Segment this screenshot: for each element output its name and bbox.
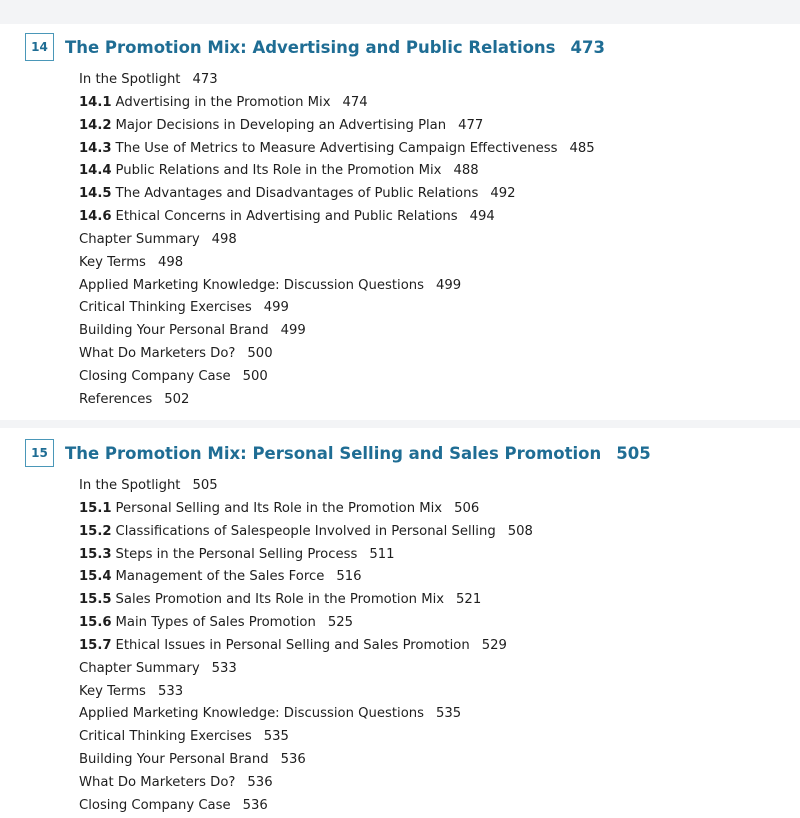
chapter-heading[interactable]: [25, 33, 605, 61]
section-number: 14.5: [79, 186, 112, 202]
section-number: 14.1: [79, 94, 112, 110]
entry-page-number: 500: [242, 368, 268, 384]
toc-entry[interactable]: [79, 589, 533, 612]
entry-page-number: 535: [436, 706, 462, 722]
chapter-title: The Promotion Mix: Advertising and Public Relations: [65, 37, 556, 57]
chapter-entry-list: [79, 69, 595, 412]
entry-page-number: 533: [157, 683, 184, 699]
chapter-heading[interactable]: [25, 439, 651, 467]
entry-title: The Use of Metrics to Measure Advertising Campaign Effectiveness: [115, 140, 558, 156]
toc-entry[interactable]: [79, 206, 595, 229]
entry-title: Closing Company Case: [79, 368, 231, 384]
chapter-page-number: 505: [616, 443, 651, 463]
toc-entry[interactable]: [79, 69, 595, 92]
entry-page-number: 505: [192, 478, 218, 493]
entry-title: Chapter Summary: [79, 231, 200, 247]
entry-page-number: 516: [336, 569, 362, 585]
entry-title: Building Your Personal Brand: [79, 323, 269, 339]
toc-entry[interactable]: [79, 612, 533, 635]
entry-title: Key Terms: [79, 683, 146, 699]
toc-entry[interactable]: [79, 475, 533, 498]
chapter-entry-list: [79, 475, 533, 818]
toc-entry[interactable]: [79, 343, 595, 366]
toc-entry[interactable]: [79, 252, 595, 275]
entry-page-number: 499: [280, 323, 306, 339]
entry-title: Public Relations and Its Role in the Promotion Mix: [115, 163, 442, 179]
toc-entry[interactable]: [79, 521, 533, 544]
entry-title: What Do Marketers Do?: [79, 346, 236, 362]
entry-title: Applied Marketing Knowledge: Discussion Questions: [79, 706, 424, 722]
entry-page-number: 511: [369, 546, 395, 562]
entry-page-number: 533: [211, 660, 237, 676]
entry-page-number: 473: [192, 72, 218, 87]
entry-page-number: 498: [157, 254, 184, 270]
toc-entry[interactable]: [79, 772, 533, 795]
entry-title: Main Types of Sales Promotion: [115, 615, 316, 631]
entry-title: Personal Selling and Its Role in the Promotion Mix: [115, 500, 443, 516]
entry-page-number: 525: [327, 615, 354, 631]
entry-page-number: 485: [569, 140, 595, 156]
toc-entry[interactable]: [79, 498, 533, 521]
entry-page-number: 529: [481, 637, 507, 653]
entry-page-number: 535: [263, 729, 289, 745]
toc-entry[interactable]: [79, 726, 533, 749]
entry-title: Ethical Issues in Personal Selling and Sales Promotion: [115, 637, 470, 653]
entry-page-number: 474: [342, 94, 368, 110]
entry-page-number: 488: [453, 163, 479, 179]
entry-page-number: 536: [280, 752, 306, 768]
toc-entry[interactable]: [79, 138, 595, 161]
chapter-number-box: 15: [25, 439, 54, 467]
section-number: 15.3: [79, 546, 112, 562]
toc-entry[interactable]: [79, 92, 595, 115]
entry-title: Major Decisions in Developing an Advertising Plan: [115, 117, 447, 133]
section-number: 15.6: [79, 615, 112, 631]
toc-entry[interactable]: [79, 544, 533, 567]
section-number: 15.5: [79, 592, 112, 608]
section-divider-band: [0, 420, 800, 428]
entry-title: Management of the Sales Force: [115, 569, 325, 585]
entry-page-number: 499: [436, 277, 462, 293]
entry-page-number: 508: [507, 523, 533, 539]
section-number: 15.4: [79, 569, 112, 585]
toc-entry[interactable]: [79, 183, 595, 206]
entry-page-number: 500: [247, 346, 273, 362]
toc-entry[interactable]: [79, 115, 595, 138]
entry-title: Critical Thinking Exercises: [79, 729, 252, 745]
entry-title: Classifications of Salespeople Involved in Personal Selling: [115, 523, 496, 539]
entry-page-number: 521: [456, 592, 482, 608]
toc-entry[interactable]: [79, 703, 533, 726]
entry-title: The Advantages and Disadvantages of Public Relations: [115, 186, 479, 202]
entry-title: Ethical Concerns in Advertising and Public Relations: [115, 209, 458, 225]
toc-entry[interactable]: [79, 366, 595, 389]
toc-entry[interactable]: [79, 658, 533, 681]
entry-title: Steps in the Personal Selling Process: [115, 546, 358, 562]
toc-entry[interactable]: [79, 681, 533, 704]
toc-entry[interactable]: [79, 566, 533, 589]
entry-title: In the Spotlight: [79, 478, 181, 493]
toc-entry[interactable]: [79, 275, 595, 298]
entry-page-number: 494: [469, 209, 495, 225]
entry-title: Applied Marketing Knowledge: Discussion Questions: [79, 277, 424, 293]
entry-title: Building Your Personal Brand: [79, 752, 269, 768]
toc-entry[interactable]: [79, 635, 533, 658]
entry-title: Closing Company Case: [79, 797, 231, 813]
chapter-page-number: 473: [570, 37, 605, 57]
entry-page-number: 499: [263, 300, 289, 316]
entry-title: References: [79, 391, 153, 407]
toc-entry[interactable]: [79, 229, 595, 252]
entry-title: Advertising in the Promotion Mix: [115, 94, 331, 110]
chapter-number-box: 14: [25, 33, 54, 61]
entry-page-number: 492: [490, 186, 516, 202]
section-number: 14.4: [79, 163, 112, 179]
toc-entry[interactable]: [79, 297, 595, 320]
entry-page-number: 536: [247, 774, 273, 790]
toc-entry[interactable]: [79, 320, 595, 343]
entry-page-number: 502: [164, 391, 190, 407]
entry-title: Chapter Summary: [79, 660, 200, 676]
entry-page-number: 498: [211, 231, 237, 247]
top-divider-band: [0, 0, 800, 24]
toc-entry[interactable]: [79, 389, 595, 412]
section-number: 14.3: [79, 140, 112, 156]
section-number: 15.2: [79, 523, 112, 539]
section-number: 15.1: [79, 500, 112, 516]
section-number: 14.6: [79, 209, 112, 225]
entry-title: Critical Thinking Exercises: [79, 300, 252, 316]
entry-title: What Do Marketers Do?: [79, 774, 236, 790]
entry-page-number: 506: [454, 500, 480, 516]
entry-page-number: 477: [458, 117, 484, 133]
section-number: 15.7: [79, 637, 112, 653]
entry-title: Sales Promotion and Its Role in the Promotion Mix: [115, 592, 445, 608]
toc-entry[interactable]: [79, 749, 533, 772]
entry-title: Key Terms: [79, 254, 146, 270]
section-number: 14.2: [79, 117, 112, 133]
entry-page-number: 536: [242, 797, 268, 813]
chapter-title: The Promotion Mix: Personal Selling and Sales Promotion: [65, 443, 602, 463]
toc-entry[interactable]: [79, 160, 595, 183]
toc-entry[interactable]: [79, 795, 533, 818]
entry-title: In the Spotlight: [79, 72, 181, 87]
